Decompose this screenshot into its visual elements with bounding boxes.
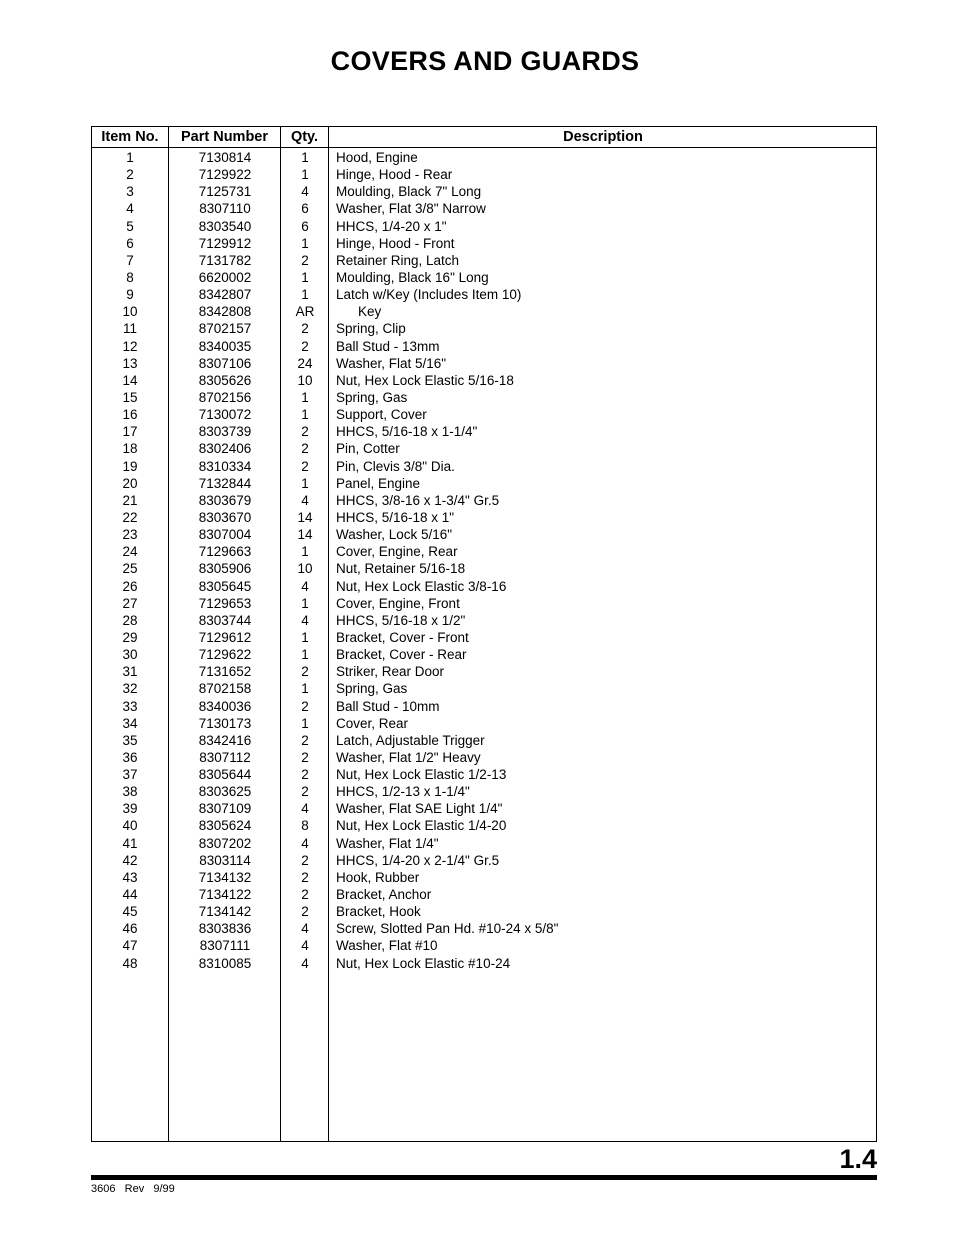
qty-cell: 4 xyxy=(301,612,309,628)
part-number-cell: 7131652 xyxy=(198,664,252,680)
item-no-cell: 3 xyxy=(126,184,134,200)
description-cell: Support, Cover xyxy=(336,407,427,423)
description-cell: Spring, Gas xyxy=(336,389,408,405)
part-number-cell: 8305906 xyxy=(198,561,252,577)
qty-cell: 2 xyxy=(301,852,309,868)
part-number-cell: 8342808 xyxy=(198,304,252,320)
item-no-cell: 18 xyxy=(122,441,138,457)
description-cell: HHCS, 1/2-13 x 1-1/4" xyxy=(336,784,470,800)
table-body xyxy=(92,149,876,972)
qty-cell: 24 xyxy=(297,355,313,371)
part-number-cell: 7131782 xyxy=(198,252,252,268)
table-row xyxy=(92,663,876,680)
description-cell: Bracket, Anchor xyxy=(336,887,432,903)
qty-cell: 10 xyxy=(297,561,313,577)
description-cell: Washer, Flat 1/2" Heavy xyxy=(336,749,481,765)
part-number-cell: 8342807 xyxy=(198,287,252,303)
description-cell: Moulding, Black 16" Long xyxy=(336,269,489,285)
part-number-cell: 6620002 xyxy=(198,269,252,285)
part-number-cell: 7129612 xyxy=(198,629,252,645)
description-cell: Ball Stud - 13mm xyxy=(336,338,440,354)
table-row xyxy=(92,646,876,663)
qty-cell: 2 xyxy=(301,252,309,268)
qty-cell: 2 xyxy=(301,424,309,440)
table-row xyxy=(92,475,876,492)
header-description: Description xyxy=(563,129,643,145)
table-row xyxy=(92,338,876,355)
part-number-cell: 7129653 xyxy=(198,595,252,611)
item-no-cell: 34 xyxy=(122,715,138,731)
table-row xyxy=(92,252,876,269)
part-number-cell: 7129912 xyxy=(198,235,252,251)
description-cell: Key xyxy=(358,304,382,320)
part-number-cell: 8310085 xyxy=(198,955,252,971)
table-row xyxy=(92,937,876,954)
part-number-cell: 7134122 xyxy=(198,887,252,903)
qty-cell: 2 xyxy=(301,664,309,680)
table-row xyxy=(92,372,876,389)
qty-cell: 2 xyxy=(301,784,309,800)
table-row xyxy=(92,440,876,457)
qty-cell: 8 xyxy=(301,818,309,834)
description-cell: HHCS, 5/16-18 x 1/2" xyxy=(336,612,466,628)
qty-cell: 1 xyxy=(301,629,309,645)
part-number-cell: 7132844 xyxy=(198,475,252,491)
item-no-cell: 12 xyxy=(122,338,138,354)
qty-cell: 4 xyxy=(301,938,309,954)
part-number-cell: 8340035 xyxy=(198,338,252,354)
table-row xyxy=(92,886,876,903)
part-number-cell: 7129663 xyxy=(198,544,252,560)
table-row xyxy=(92,423,876,440)
table-row xyxy=(92,526,876,543)
description-cell: Moulding, Black 7" Long xyxy=(336,184,482,200)
item-no-cell: 19 xyxy=(122,458,138,474)
footer-text: 3606 Rev 9/99 xyxy=(91,1183,175,1195)
table-row xyxy=(92,766,876,783)
description-cell: Washer, Lock 5/16" xyxy=(336,527,453,543)
item-no-cell: 25 xyxy=(122,561,138,577)
part-number-cell: 8305626 xyxy=(198,372,252,388)
table-row xyxy=(92,560,876,577)
item-no-cell: 14 xyxy=(122,372,138,388)
table-row xyxy=(92,149,876,166)
table-row xyxy=(92,629,876,646)
table-row xyxy=(92,783,876,800)
description-cell: Striker, Rear Door xyxy=(336,664,445,680)
part-number-cell: 8307106 xyxy=(198,355,252,371)
part-number-cell: 8303670 xyxy=(198,509,252,525)
description-cell: Retainer Ring, Latch xyxy=(336,252,460,268)
part-number-cell: 8340036 xyxy=(198,698,252,714)
table-row xyxy=(92,817,876,834)
description-cell: HHCS, 1/4-20 x 1" xyxy=(336,218,447,234)
item-no-cell: 40 xyxy=(122,818,138,834)
table-row xyxy=(92,869,876,886)
item-no-cell: 7 xyxy=(126,252,134,268)
qty-cell: 2 xyxy=(301,441,309,457)
description-cell: Nut, Retainer 5/16-18 xyxy=(336,561,466,577)
item-no-cell: 10 xyxy=(122,304,138,320)
qty-cell: 2 xyxy=(301,321,309,337)
part-number-cell: 8307111 xyxy=(199,938,251,954)
table-row xyxy=(92,389,876,406)
item-no-cell: 29 xyxy=(122,629,138,645)
description-cell: Hinge, Hood - Rear xyxy=(336,167,453,183)
description-cell: Cover, Engine, Front xyxy=(336,595,460,611)
description-cell: Panel, Engine xyxy=(336,475,421,491)
item-no-cell: 8 xyxy=(126,269,134,285)
table-row xyxy=(92,543,876,560)
description-cell: Hook, Rubber xyxy=(336,869,420,885)
description-cell: Ball Stud - 10mm xyxy=(336,698,440,714)
table-row xyxy=(92,269,876,286)
item-no-cell: 43 xyxy=(122,869,138,885)
table-row xyxy=(92,680,876,697)
table-row xyxy=(92,698,876,715)
qty-cell: 4 xyxy=(301,578,309,594)
item-no-cell: 48 xyxy=(122,955,138,971)
qty-cell: 1 xyxy=(301,407,309,423)
part-number-cell: 8307202 xyxy=(198,835,252,851)
item-no-cell: 42 xyxy=(122,852,138,868)
description-cell: Bracket, Cover - Front xyxy=(336,629,469,645)
part-number-cell: 7130814 xyxy=(198,150,252,165)
description-cell: HHCS, 5/16-18 x 1-1/4" xyxy=(336,424,478,440)
table-row xyxy=(92,612,876,629)
qty-cell: 1 xyxy=(301,595,309,611)
description-cell: Bracket, Cover - Rear xyxy=(336,647,467,663)
item-no-cell: 2 xyxy=(126,167,134,183)
qty-cell: 1 xyxy=(301,287,309,303)
description-cell: Bracket, Hook xyxy=(336,904,421,920)
item-no-cell: 13 xyxy=(122,355,138,371)
qty-cell: 10 xyxy=(297,372,313,388)
item-no-cell: 15 xyxy=(122,389,138,405)
part-number-cell: 8305644 xyxy=(198,767,252,783)
item-no-cell: 32 xyxy=(122,681,138,697)
description-cell: Latch, Adjustable Trigger xyxy=(336,732,485,748)
table-row xyxy=(92,166,876,183)
table-row xyxy=(92,852,876,869)
qty-cell: 4 xyxy=(301,492,309,508)
part-number-cell: 7129922 xyxy=(198,167,252,183)
item-no-cell: 41 xyxy=(122,835,138,851)
qty-cell: 1 xyxy=(301,235,309,251)
part-number-cell: 8302406 xyxy=(198,441,252,457)
description-cell: HHCS, 5/16-18 x 1" xyxy=(336,509,455,525)
qty-cell: 1 xyxy=(301,681,309,697)
item-no-cell: 28 xyxy=(122,612,138,628)
header-divider xyxy=(92,147,876,148)
description-cell: Washer, Flat #10 xyxy=(336,938,438,954)
part-number-cell: 7129622 xyxy=(198,647,252,663)
parts-table xyxy=(91,126,877,1142)
item-no-cell: 22 xyxy=(122,509,138,525)
item-no-cell: 21 xyxy=(122,492,138,508)
qty-cell: 1 xyxy=(301,389,309,405)
item-no-cell: 33 xyxy=(122,698,138,714)
header-item-no: Item No. xyxy=(101,129,159,145)
item-no-cell: 27 xyxy=(122,595,138,611)
description-cell: Pin, Cotter xyxy=(336,441,400,457)
qty-cell: 4 xyxy=(301,835,309,851)
qty-cell: 6 xyxy=(301,201,309,217)
table-row xyxy=(92,509,876,526)
footer-rule xyxy=(91,1175,877,1180)
qty-cell: 4 xyxy=(301,801,309,817)
item-no-cell: 1 xyxy=(126,150,134,165)
item-no-cell: 9 xyxy=(126,287,134,303)
item-no-cell: 6 xyxy=(126,235,134,251)
item-no-cell: 11 xyxy=(122,321,137,337)
table-row xyxy=(92,578,876,595)
part-number-cell: 8342416 xyxy=(198,732,252,748)
description-cell: Spring, Gas xyxy=(336,681,408,697)
part-number-cell: 7125731 xyxy=(198,184,252,200)
header-part-number: Part Number xyxy=(180,129,269,145)
table-row xyxy=(92,595,876,612)
table-row xyxy=(92,355,876,372)
qty-cell: 4 xyxy=(301,184,309,200)
qty-cell: 2 xyxy=(301,869,309,885)
part-number-cell: 7134132 xyxy=(198,869,252,885)
qty-cell: 2 xyxy=(301,749,309,765)
part-number-cell: 8303679 xyxy=(198,492,252,508)
table-row xyxy=(92,920,876,937)
description-cell: HHCS, 1/4-20 x 2-1/4" Gr.5 xyxy=(336,852,500,868)
part-number-cell: 8303836 xyxy=(198,921,252,937)
part-number-cell: 8702157 xyxy=(198,321,252,337)
part-number-cell: 8702158 xyxy=(198,681,252,697)
table-row xyxy=(92,406,876,423)
item-no-cell: 17 xyxy=(122,424,138,440)
table-row xyxy=(92,955,876,972)
item-no-cell: 47 xyxy=(122,938,138,954)
qty-cell: 1 xyxy=(301,715,309,731)
description-cell: Cover, Rear xyxy=(336,715,409,731)
part-number-cell: 8307109 xyxy=(198,801,252,817)
description-cell: Hinge, Hood - Front xyxy=(336,235,455,251)
item-no-cell: 45 xyxy=(122,904,138,920)
part-number-cell: 8305624 xyxy=(198,818,252,834)
qty-cell: 2 xyxy=(301,904,309,920)
qty-cell: 4 xyxy=(301,921,309,937)
qty-cell: 2 xyxy=(301,338,309,354)
part-number-cell: 7130072 xyxy=(198,407,252,423)
part-number-cell: 8303744 xyxy=(198,612,252,628)
part-number-cell: 8303739 xyxy=(198,424,252,440)
item-no-cell: 26 xyxy=(122,578,138,594)
description-cell: Screw, Slotted Pan Hd. #10-24 x 5/8" xyxy=(336,921,559,937)
part-number-cell: 8303625 xyxy=(198,784,252,800)
table-row xyxy=(92,303,876,320)
table-row xyxy=(92,749,876,766)
qty-cell: 14 xyxy=(297,509,313,525)
qty-cell: 14 xyxy=(297,527,313,543)
table-row xyxy=(92,218,876,235)
table-row xyxy=(92,903,876,920)
description-cell: Washer, Flat 1/4" xyxy=(336,835,439,851)
description-cell: Latch w/Key (Includes Item 10) xyxy=(336,287,522,303)
item-no-cell: 44 xyxy=(122,887,138,903)
part-number-cell: 8307112 xyxy=(199,749,251,765)
item-no-cell: 20 xyxy=(122,475,138,491)
item-no-cell: 46 xyxy=(122,921,138,937)
qty-cell: 2 xyxy=(301,458,309,474)
qty-cell: 1 xyxy=(301,269,309,285)
item-no-cell: 31 xyxy=(122,664,138,680)
description-cell: HHCS, 3/8-16 x 1-3/4" Gr.5 xyxy=(336,492,500,508)
qty-cell: 2 xyxy=(301,887,309,903)
item-no-cell: 39 xyxy=(122,801,138,817)
table-row xyxy=(92,320,876,337)
description-cell: Nut, Hex Lock Elastic 5/16-18 xyxy=(336,372,514,388)
item-no-cell: 37 xyxy=(122,767,138,783)
description-cell: Nut, Hex Lock Elastic 3/8-16 xyxy=(336,578,507,594)
part-number-cell: 7134142 xyxy=(198,904,252,920)
description-cell: Nut, Hex Lock Elastic #10-24 xyxy=(336,955,511,971)
qty-cell: 1 xyxy=(301,475,309,491)
qty-cell: 1 xyxy=(301,647,309,663)
description-cell: Spring, Clip xyxy=(336,321,406,337)
item-no-cell: 38 xyxy=(122,784,138,800)
table-row xyxy=(92,458,876,475)
page-number: 1.4 xyxy=(839,1144,877,1174)
item-no-cell: 23 xyxy=(122,527,138,543)
item-no-cell: 5 xyxy=(126,218,134,234)
part-number-cell: 8305645 xyxy=(198,578,252,594)
qty-cell: 1 xyxy=(301,150,309,165)
table-row xyxy=(92,800,876,817)
page-title: COVERS AND GUARDS xyxy=(330,46,640,76)
description-cell: Washer, Flat 5/16" xyxy=(336,355,447,371)
description-cell: Washer, Flat 3/8" Narrow xyxy=(336,201,486,217)
table-row xyxy=(92,732,876,749)
item-no-cell: 35 xyxy=(122,732,138,748)
table-row xyxy=(92,286,876,303)
table-row xyxy=(92,835,876,852)
table-row xyxy=(92,715,876,732)
item-no-cell: 16 xyxy=(122,407,138,423)
item-no-cell: 24 xyxy=(122,544,138,560)
description-cell: Hood, Engine xyxy=(336,150,418,165)
item-no-cell: 30 xyxy=(122,647,138,663)
description-cell: Nut, Hex Lock Elastic 1/2-13 xyxy=(336,767,507,783)
table-row xyxy=(92,235,876,252)
header-qty: Qty. xyxy=(290,129,319,145)
qty-cell: AR xyxy=(295,304,315,320)
qty-cell: 1 xyxy=(301,544,309,560)
qty-cell: 6 xyxy=(301,218,309,234)
part-number-cell: 8307110 xyxy=(199,201,251,217)
table-row xyxy=(92,183,876,200)
part-number-cell: 8310334 xyxy=(198,458,252,474)
part-number-cell: 7130173 xyxy=(198,715,252,731)
qty-cell: 2 xyxy=(301,732,309,748)
description-cell: Washer, Flat SAE Light 1/4" xyxy=(336,801,503,817)
description-cell: Cover, Engine, Rear xyxy=(336,544,458,560)
description-cell: Nut, Hex Lock Elastic 1/4-20 xyxy=(336,818,507,834)
qty-cell: 2 xyxy=(301,767,309,783)
part-number-cell: 8702156 xyxy=(198,389,252,405)
part-number-cell: 8303540 xyxy=(198,218,252,234)
item-no-cell: 4 xyxy=(126,201,134,217)
part-number-cell: 8307004 xyxy=(198,527,252,543)
table-row xyxy=(92,492,876,509)
table-row xyxy=(92,200,876,217)
item-no-cell: 36 xyxy=(122,749,138,765)
qty-cell: 2 xyxy=(301,698,309,714)
qty-cell: 4 xyxy=(301,955,309,971)
part-number-cell: 8303114 xyxy=(199,852,251,868)
qty-cell: 1 xyxy=(301,167,309,183)
description-cell: Pin, Clevis 3/8" Dia. xyxy=(336,458,455,474)
